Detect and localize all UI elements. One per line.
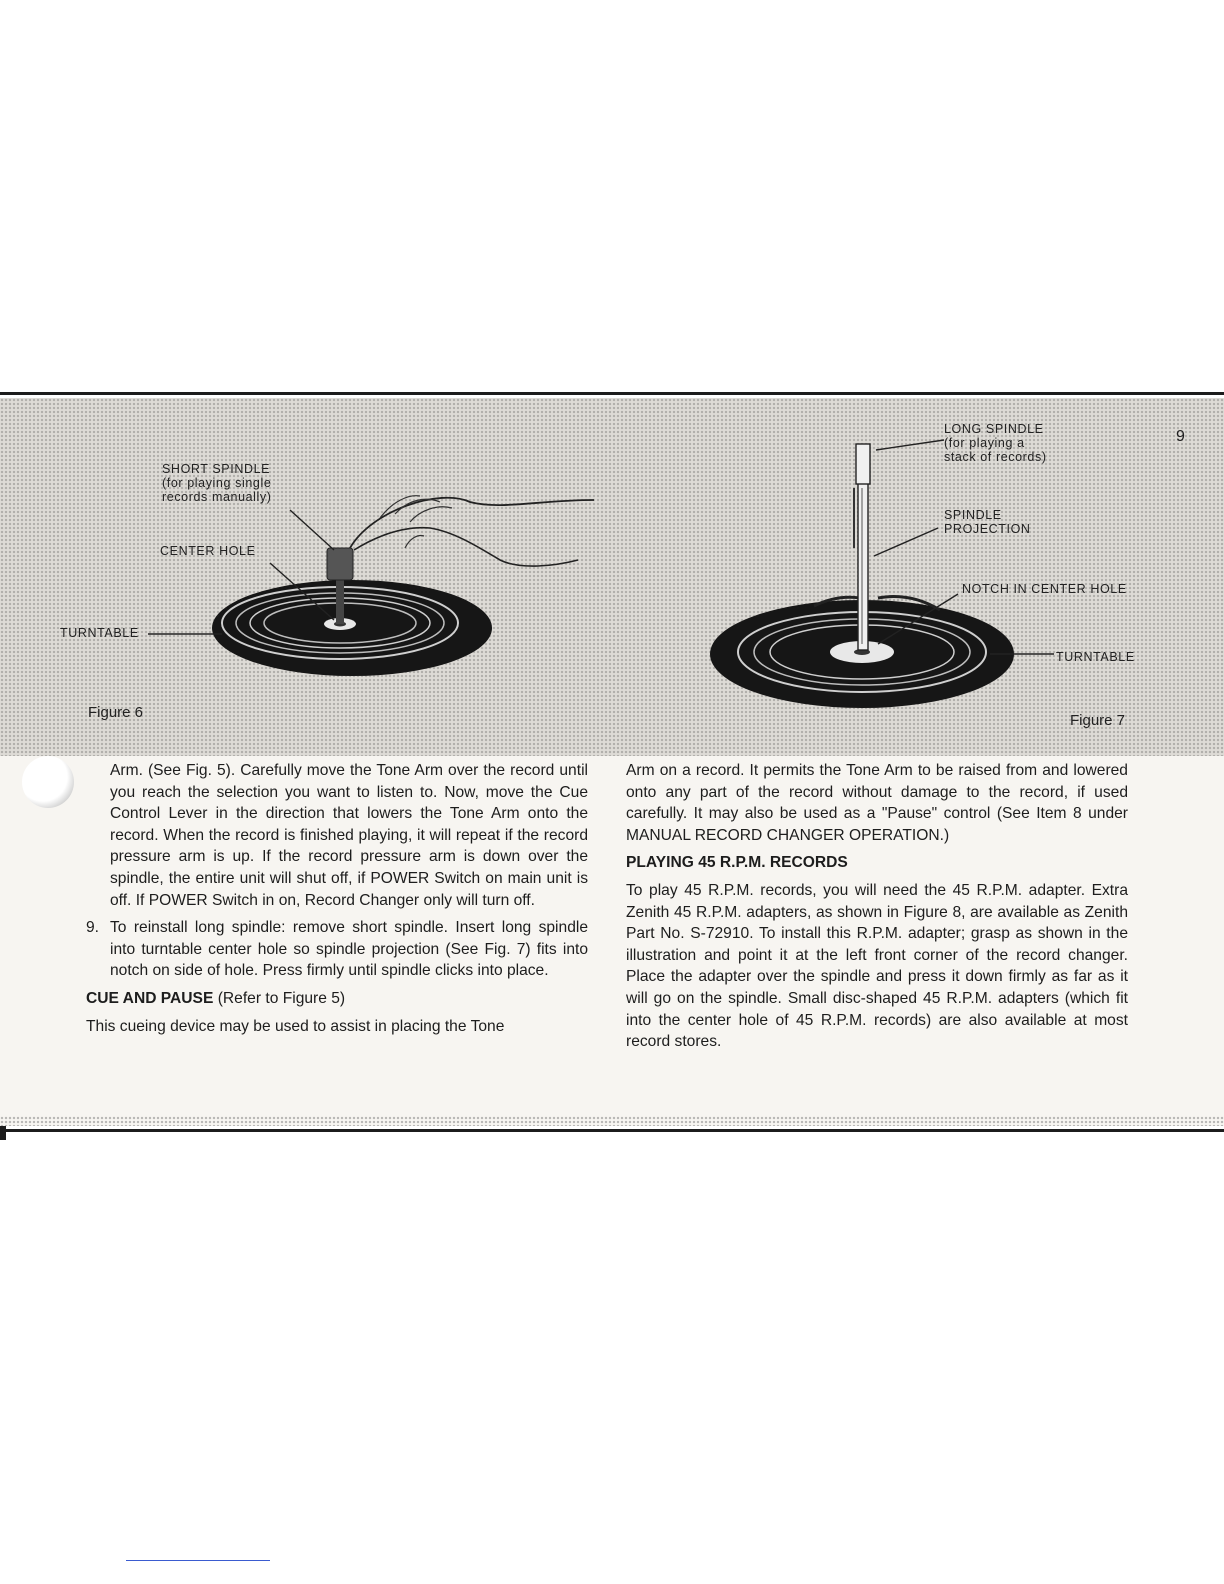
manual-page <box>0 398 1224 1126</box>
figure-6-caption: Figure 6 <box>88 704 144 721</box>
figure-band <box>0 398 1224 756</box>
left-column <box>86 760 588 1043</box>
playing-heading-text: PLAYING 45 R.P.M. RECORDS <box>626 854 848 872</box>
playing-45-paragraph: To play 45 R.P.M. records, you will need the 45 R.P.M. adapter. Extra Zenith 45 R.P.M. adapters, as shown in Figure 8, are available as Zenith Part No. S-72910. To install this R.P.M. adapter; grasp as shown in the illustration and point it at the left front corner of the record changer. Place the adapter over the spindle and press it down firmly as far as it will go on the spindle. Small disc-shaped 45 R.P.M. adapters (which fit into the center hole of 45 R.P.M. records) are also available at most record stores. <box>626 881 1128 1051</box>
item-text: To reinstall long spindle: remove short spindle. Insert long spindle into turntable center hole so spindle projection (See Fig. 7) fits into notch on side of hole. Press firmly until spindle clicks into place. <box>110 919 588 980</box>
right-column <box>626 760 1128 1059</box>
label-long-spindle: LONG SPINDLE (for playing a stack of records) <box>944 422 1047 464</box>
short-spindle <box>336 580 344 624</box>
playing-45-heading <box>626 852 1128 874</box>
label-turntable-fig7: TURNTABLE <box>1056 650 1135 664</box>
binder-hole <box>22 756 74 808</box>
cue-paragraph-end: Arm on a record. It permits the Tone Arm to be raised from and lowered onto any part of the record without damage to the record, if used carefully. It may also be used as a "Pause" control (See Item 8 under MANUAL RECORD CHANGER OPERATION.) <box>626 762 1128 844</box>
cue-paragraph-start: This cueing device may be used to assist in placing the Tone <box>86 1017 505 1035</box>
hand-outline <box>350 498 594 548</box>
bottom-page-edge <box>0 1129 1224 1132</box>
turntable-6-platter <box>212 580 492 676</box>
item-number: 9. <box>86 919 100 937</box>
figure-7-caption: Figure 7 <box>1070 712 1126 729</box>
figure-6-illustration <box>148 496 594 676</box>
left-edge-mark <box>0 1126 6 1140</box>
label-center-hole: CENTER HOLE <box>160 544 256 558</box>
cue-and-pause-heading <box>86 988 588 1010</box>
label-short-spindle: SHORT SPINDLE (for playing single records manually) <box>162 462 272 504</box>
figure-7-illustration <box>710 440 1054 708</box>
bottom-band <box>0 1116 1224 1126</box>
label-spindle-projection: SPINDLE PROJECTION <box>944 508 1031 536</box>
label-turntable-fig6: TURNTABLE <box>60 626 139 640</box>
list-item-9 <box>86 917 588 982</box>
continued-paragraph: Arm. (See Fig. 5). Carefully move the Tone Arm over the record until you reach the selection you want to listen to. Now, move the Cue Control Lever in the direction that lowers the Tone Arm onto the record. When the record is finished playing, it will repeat if the record pressure arm is up. If the record pressure arm is down over the spindle, the entire unit will shut off, if POWER Switch on main unit is off. If POWER Switch in on, Record Changer only will turn off. <box>110 762 588 909</box>
cue-heading-bold: CUE AND PAUSE <box>86 989 214 1007</box>
underline-mark <box>126 1560 270 1561</box>
page-number: 9 <box>1176 428 1185 445</box>
cue-heading-rest: (Refer to Figure 5) <box>213 989 346 1007</box>
top-page-edge <box>0 392 1224 395</box>
label-notch-center-hole: NOTCH IN CENTER HOLE <box>962 582 1127 596</box>
